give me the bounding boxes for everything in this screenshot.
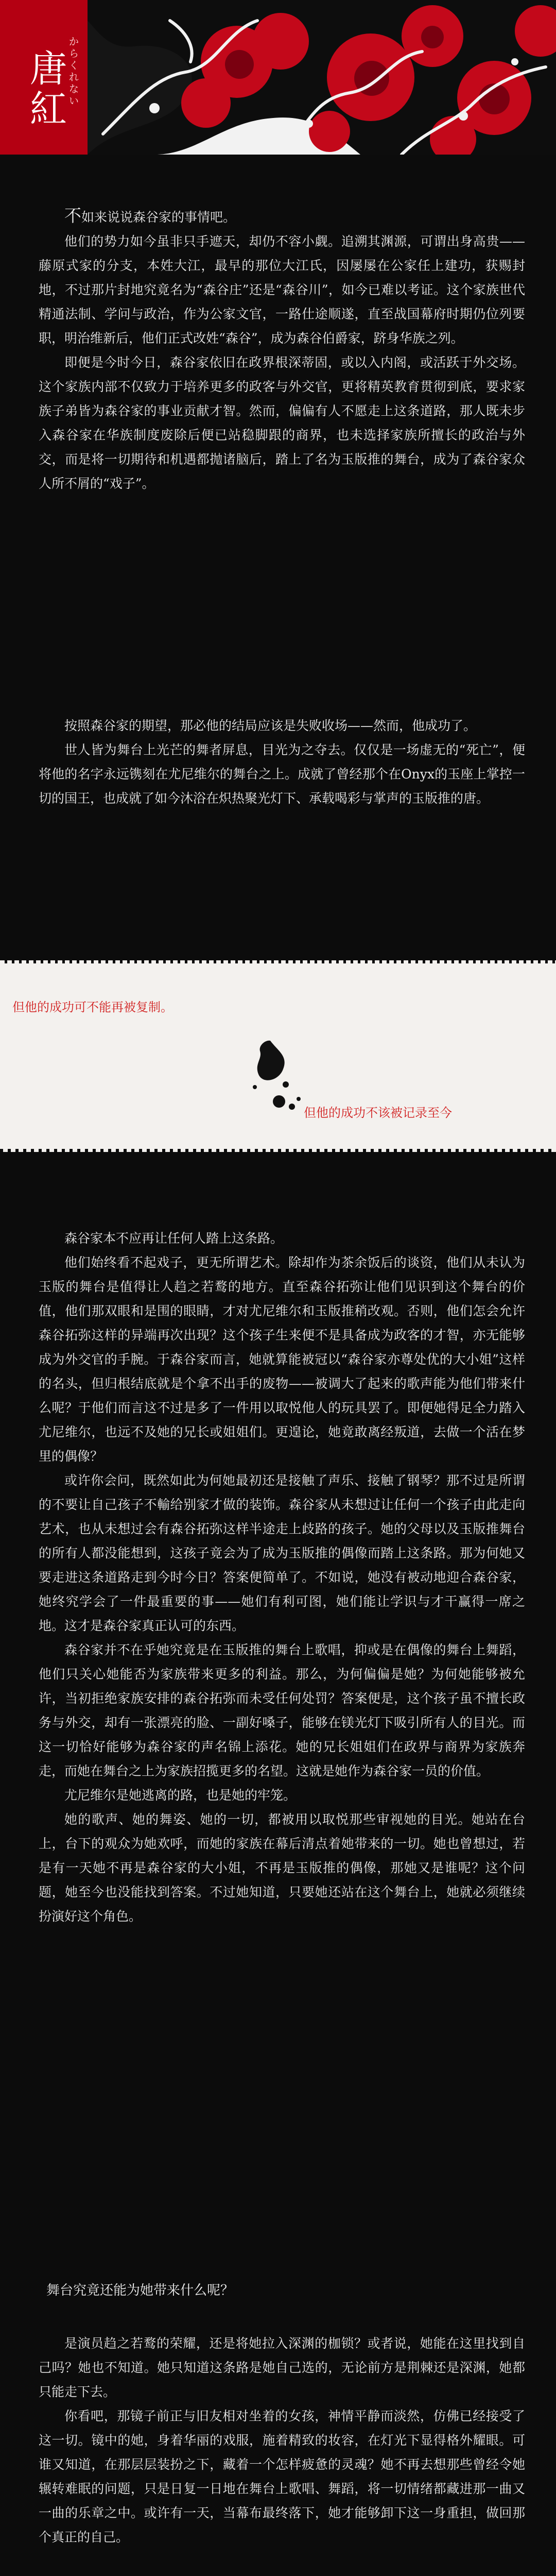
- paragraph: 尤尼维尔是她逃离的路，也是她的牢笼。: [64, 1788, 297, 1803]
- paragraph: 他们始终看不起戏子，更无所谓艺术。除却作为茶余饭后的谈资，他们从未认为玉版的舞台是值得让人趋之若鹜的地方。直至森谷拓弥让他们见识到这个舞台的价值，他们那双眼和是围的眼睛，才对尤尼维尔和玉版推稍改观。否则，他们怎会允许森谷拓弥这样的异端再次出现？这个孩子生来便不是具备成为政客的才智，亦无能够成为外交官的手腕。于森谷家而言，她就算能被冠以“森谷家亦尊处优的大小姐”这样的名头，但归根结底就是个拿不出手的废物——被调大了起来的歌声能为他们带来什么呢？于他们而言这不过是多了一件用以取悦他人的玩具罢了。即便她得足全力踏入尤尼维尔，也远不及她的兄长或姐姐们。更遑论，她竟敢离经叛道，去做一个活在梦里的偶像？: [39, 1255, 525, 1464]
- paragraph: 他们的势力如今虽非只手遮天，却仍不容小觑。追溯其渊源，可谓出身高贵——藤原式家的分支，本姓大江，最早的那位大江氏，因屡屡在公家任上建功，获赐封地，不过那片封地究竟名为“森谷庄”还是“森谷川”，如今已难以考证。这个家族世代精通法制、学问与政治，作为公家文官，一路仕途顺遂，直至战国幕府时期仍位列要职，明治维新后，他们正式改姓“森谷”，成为森谷伯爵家，跻身华族之列。: [39, 234, 525, 346]
- title-reading: からくれない: [67, 36, 79, 107]
- page-title: 唐紅: [24, 49, 67, 129]
- paragraph: 森谷家并不在乎她究竟是在玉版推的舞台上歌唱，抑或是在偶像的舞台上舞蹈，他们只关心她能否为家族带来更多的利益。那么，为何偏偏是她？为何她能够被允许，当初拒绝家族安排的森谷拓弥而未受任何处罚？答案便是，这个孩子虽不擅长政务与外交，却有一张漂亮的脸、一副好嗓子，能够在镁光灯下吸引所有人的目光。而这一切恰好能够为森谷家的声名锦上添花。她的兄长姐姐们在政界与商界为家族奔走，而她在舞台之上为家族招揽更多的名望。这就是她作为森谷家一员的价值。: [39, 1642, 525, 1778]
- paragraph: 你看吧，那镜子前正与旧友相对坐着的女孩，神情平静而淡然，仿佛已经接受了这一切。镜中的她，身着华丽的戏服，施着精致的妆容，在灯光下显得格外耀眼。可谁又知道，在那层层装扮之下，藏着一个怎样疲惫的灵魂？她不再去想那些曾经令她辗转难眠的问题，只是日复一日地在舞台上歌唱、舞蹈，将一切情绪都藏进那一曲又一曲的乐章之中。或许有一天，当幕布最终落下，她才能够卸下这一身重担，做回那个真正的自己。: [39, 2409, 525, 2545]
- paragraph: 按照森谷家的期望，那必他的结局应该是失败收场——然而，他成功了。: [64, 718, 477, 733]
- text-section-stage: [39, 2331, 525, 2549]
- paragraph: 即便是今时今日，森谷家依旧在政界根深蒂固，或以入内阁，或活跃于外交场。这个家族内部不仅致力于培养更多的政客与外交官，更将精英教育贯彻到底，要求家族子弟皆为森谷家的事业贡献才智。然而，偏偏有人不愿走上这条道路，那人既未步入森谷家在华族制度废除后便已站稳脚跟的商界，也未选择家族所擅长的政治与外交，而是将一切期待和机遇都抛诸脑后，踏上了名为玉版推的舞台，成为了森谷家众人所不屑的“戏子”。: [39, 355, 525, 491]
- text-section-success: [39, 714, 525, 810]
- paragraph: 森谷家本不应再让任何人踏上这条路。: [64, 1231, 284, 1246]
- paragraph: 不如来说说森谷家的事情吧。: [64, 206, 236, 226]
- quote-red-right: 但他的成功不该被记录至今: [304, 1106, 452, 1120]
- paragraph: 她的歌声、她的舞姿、她的一切，都被用以取悦那些审视她的目光。她站在台上，台下的观众为她欢呼，而她的家族在幕后清点着她带来的一切。她也曾想过，若是有一天她不再是森谷家的大小姐，不再是玉版推的偶像，那她又是谁呢？这个问题，她至今也没能找到答案。不过她知道，只要她还站在这个舞台上，她就必须继续扮演好这个角色。: [39, 1812, 525, 1924]
- ink-splatter-icon: [269, 1091, 305, 1117]
- text-section-intro: [39, 204, 525, 496]
- paragraph: 或许你会问，既然如此为何她最初还是接触了声乐、接触了钢琴？那不过是所谓的不要让自己孩子不輸给别家才做的装饰。森谷家从未想过让任何一个孩子由此走向艺术，也从未想过会有森谷拓弥这样半途走上歧路的孩子。她的父母以及玉版推舞台的所有人都没能想到，这孩子竟会为了成为玉版推的偶像而踏上这条路。那为何她又要走进这条道路走到今时今日？答案便简单了。不如说，她没有被动地迎合森谷家，她终究学会了一件最重要的事——她们有利可图，她们能让学识与才干赢得一席之地。这才是森谷家真正认可的东西。: [39, 1473, 525, 1633]
- section-question: 舞台究竟还能为她带来什么呢？: [46, 2283, 234, 2298]
- header-banner: [0, 0, 556, 155]
- text-section-family: [39, 1226, 525, 1928]
- quote-red-left: 但他的成功可不能再被复制。: [12, 1000, 173, 1014]
- paragraph: 是演员趋之若鹜的荣耀，还是将她拉入深渊的枷锁？或者说，她能在这里找到自己吗？她也不知道。她只知道这条路是她自己选的，无论前方是荆棘还是深渊，她都只能走下去。: [39, 2336, 525, 2399]
- ink-splash-icon: [247, 1036, 293, 1092]
- title-block: [0, 0, 88, 155]
- paragraph: 世人皆为舞台上光芒的舞者屏息，目光为之夺去。仅仅是一场虚无的“死亡”，便将他的名字永远镌刻在尤尼维尔的舞台之上。成就了曾经那个在Onyx的玉座上掌控一切的国王，也成就了如今沐浴在炽热聚光灯下、承载喝彩与掌声的玉版推的唐。: [39, 742, 525, 806]
